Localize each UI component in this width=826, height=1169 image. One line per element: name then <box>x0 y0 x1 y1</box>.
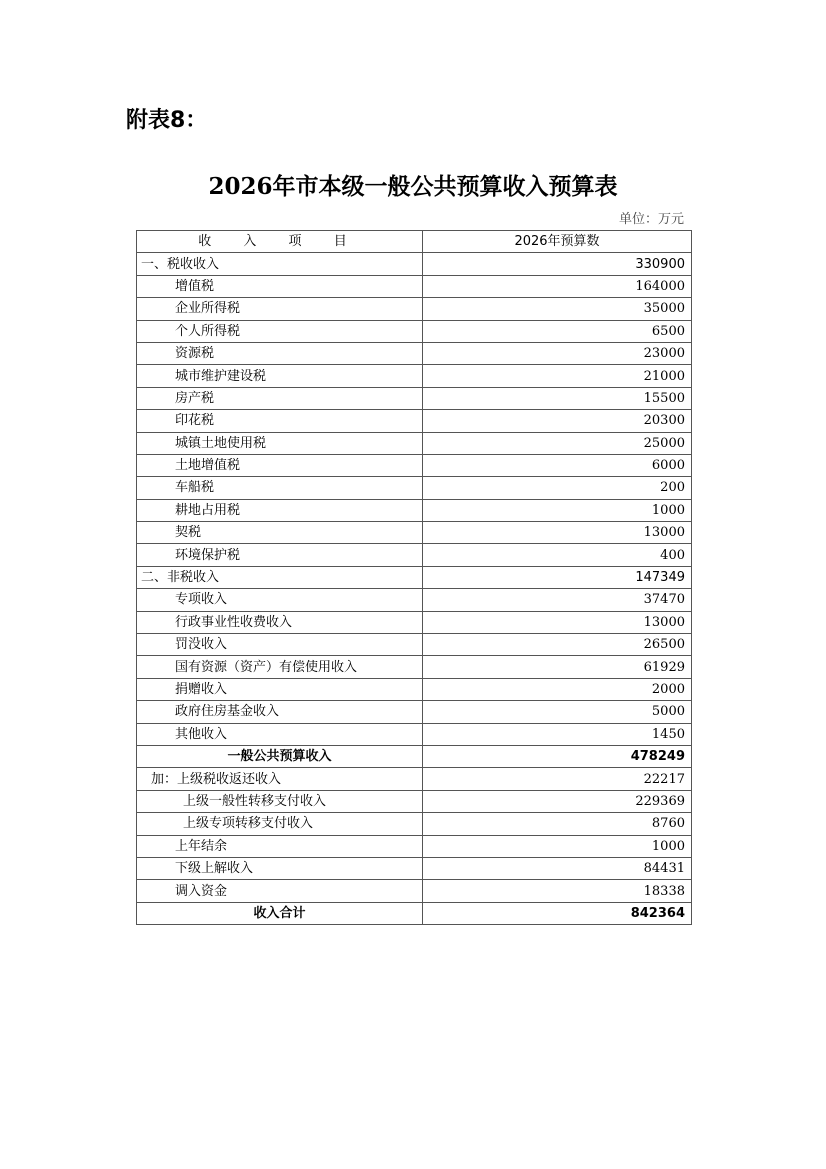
table-row <box>137 432 692 454</box>
row-budget-value: 5000 <box>423 701 692 723</box>
table-row <box>137 544 692 566</box>
row-item-name: 契税 <box>137 522 423 544</box>
table-row <box>137 410 692 432</box>
row-item-name: 收入合计 <box>137 902 423 924</box>
row-budget-value: 1450 <box>423 723 692 745</box>
table-row <box>137 813 692 835</box>
unit-note: 单位：万元 <box>618 212 684 227</box>
table-row <box>137 678 692 700</box>
row-budget-value: 61929 <box>423 656 692 678</box>
row-item-name: 资源税 <box>137 342 423 364</box>
row-item-name: 二、非税收入 <box>137 566 423 588</box>
row-budget-value: 1000 <box>423 835 692 857</box>
row-item-name: 政府住房基金收入 <box>137 701 423 723</box>
row-budget-value: 37470 <box>423 589 692 611</box>
table-row <box>137 387 692 409</box>
row-budget-value: 25000 <box>423 432 692 454</box>
table-row <box>137 745 692 767</box>
row-item-name: 专项收入 <box>137 589 423 611</box>
row-item-name: 下级上解收入 <box>137 857 423 879</box>
row-item-name: 印花税 <box>137 410 423 432</box>
table-row <box>137 723 692 745</box>
row-budget-value: 35000 <box>423 298 692 320</box>
table-row <box>137 701 692 723</box>
table-row <box>137 499 692 521</box>
table-row <box>137 365 692 387</box>
table-row <box>137 275 692 297</box>
attachment-label: 附表8： <box>126 108 208 133</box>
table-row <box>137 589 692 611</box>
table-row <box>137 857 692 879</box>
table-row <box>137 477 692 499</box>
row-budget-value: 478249 <box>423 745 692 767</box>
row-item-name: 罚没收入 <box>137 634 423 656</box>
row-item-name: 增值税 <box>137 275 423 297</box>
row-item-name: 上年结余 <box>137 835 423 857</box>
table-row <box>137 790 692 812</box>
row-budget-value: 400 <box>423 544 692 566</box>
row-item-name: 行政事业性收费收入 <box>137 611 423 633</box>
table-row <box>137 522 692 544</box>
table-row <box>137 342 692 364</box>
row-item-name: 城镇土地使用税 <box>137 432 423 454</box>
header-budget: 2026年预算数 <box>423 231 692 253</box>
row-budget-value: 164000 <box>423 275 692 297</box>
row-budget-value: 84431 <box>423 857 692 879</box>
row-item-name: 一般公共预算收入 <box>137 745 423 767</box>
row-budget-value: 13000 <box>423 522 692 544</box>
row-item-name: 环境保护税 <box>137 544 423 566</box>
row-budget-value: 20300 <box>423 410 692 432</box>
row-budget-value: 6000 <box>423 454 692 476</box>
row-budget-value: 330900 <box>423 253 692 275</box>
table-row <box>137 656 692 678</box>
table-row <box>137 902 692 924</box>
row-item-name: 捐赠收入 <box>137 678 423 700</box>
row-budget-value: 6500 <box>423 320 692 342</box>
table-header-row <box>137 231 692 253</box>
table-row <box>137 634 692 656</box>
row-item-name: 耕地占用税 <box>137 499 423 521</box>
table-row <box>137 298 692 320</box>
row-budget-value: 229369 <box>423 790 692 812</box>
row-budget-value: 2000 <box>423 678 692 700</box>
row-budget-value: 26500 <box>423 634 692 656</box>
row-budget-value: 13000 <box>423 611 692 633</box>
row-item-name: 其他收入 <box>137 723 423 745</box>
row-budget-value: 1000 <box>423 499 692 521</box>
header-item: 收 入 项 目 <box>137 231 423 253</box>
table-row <box>137 566 692 588</box>
table-row <box>137 253 692 275</box>
row-item-name: 上级一般性转移支付收入 <box>137 790 423 812</box>
row-budget-value: 18338 <box>423 880 692 902</box>
row-item-name: 一、税收收入 <box>137 253 423 275</box>
row-item-name: 土地增值税 <box>137 454 423 476</box>
row-budget-value: 21000 <box>423 365 692 387</box>
row-item-name: 个人所得税 <box>137 320 423 342</box>
row-item-name: 房产税 <box>137 387 423 409</box>
table-row <box>137 768 692 790</box>
table-row <box>137 835 692 857</box>
row-item-name: 城市维护建设税 <box>137 365 423 387</box>
row-budget-value: 23000 <box>423 342 692 364</box>
table-row <box>137 611 692 633</box>
budget-table <box>136 230 692 925</box>
table-row <box>137 320 692 342</box>
row-item-name: 调入资金 <box>137 880 423 902</box>
table-row <box>137 880 692 902</box>
row-budget-value: 8760 <box>423 813 692 835</box>
row-item-name: 企业所得税 <box>137 298 423 320</box>
row-budget-value: 15500 <box>423 387 692 409</box>
row-item-name: 上级专项转移支付收入 <box>137 813 423 835</box>
row-item-name: 车船税 <box>137 477 423 499</box>
row-budget-value: 22217 <box>423 768 692 790</box>
page-title: 2026年市本级一般公共预算收入预算表 <box>208 173 618 200</box>
row-budget-value: 147349 <box>423 566 692 588</box>
table-row <box>137 454 692 476</box>
row-item-name: 加：上级税收返还收入 <box>137 768 423 790</box>
table-body <box>137 253 692 925</box>
row-budget-value: 200 <box>423 477 692 499</box>
row-budget-value: 842364 <box>423 902 692 924</box>
row-item-name: 国有资源（资产）有偿使用收入 <box>137 656 423 678</box>
